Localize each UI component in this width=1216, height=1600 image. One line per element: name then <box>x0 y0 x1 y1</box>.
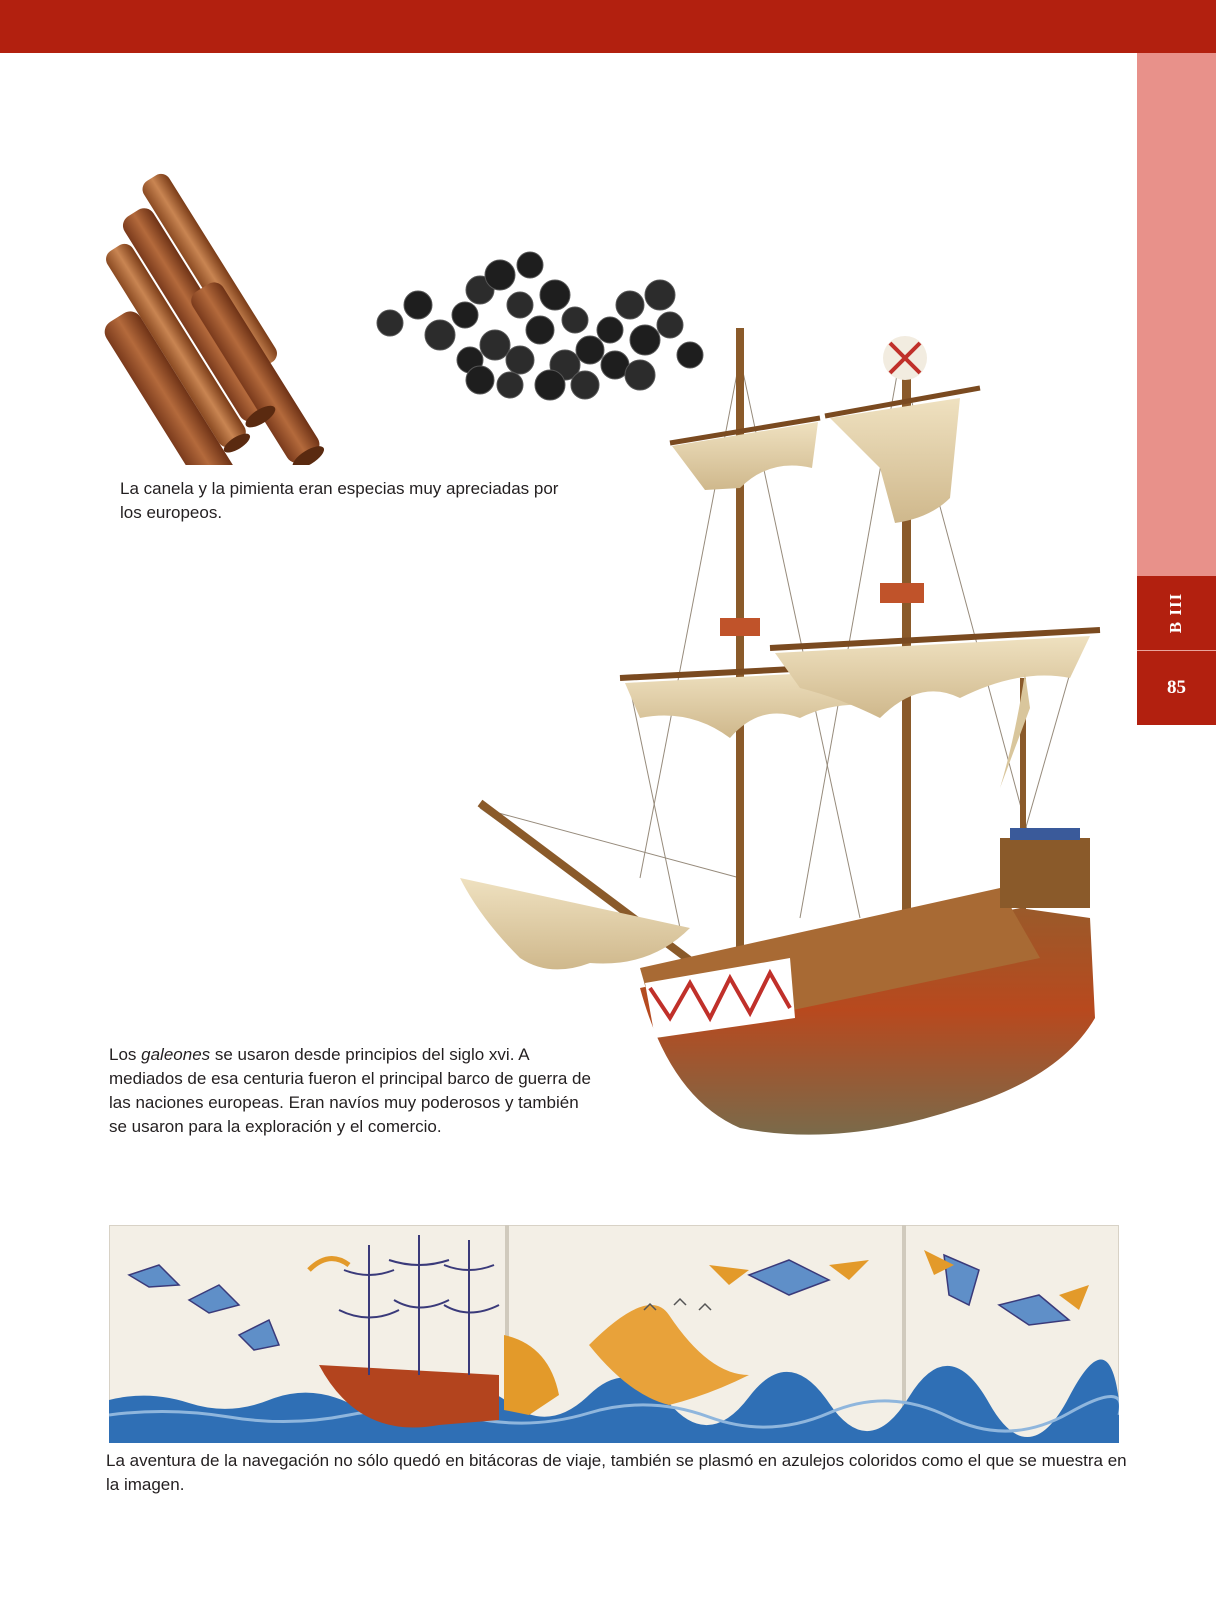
page-number: 85 <box>1167 676 1186 698</box>
galleon-caption-post: se usaron desde principios del siglo xvi. A mediados de esa centuria fueron el principal barco de guerra de las naciones europeas. Eran navíos muy poderosos y también se usaron para la exploración y el comercio. <box>109 1045 591 1136</box>
galleon-caption-pre: Los <box>109 1045 142 1064</box>
galleon-caption <box>109 1043 599 1139</box>
block-label-text: B III <box>1166 592 1186 634</box>
peppercorn <box>485 260 515 290</box>
block-label <box>1137 576 1216 650</box>
cinnamon-image <box>85 135 375 465</box>
peppercorn <box>404 291 432 319</box>
peppercorn <box>507 292 533 318</box>
top-color-bar <box>0 0 1216 53</box>
peppercorn <box>540 280 570 310</box>
peppercorn <box>616 291 644 319</box>
peppercorn <box>377 310 403 336</box>
peppercorn <box>645 280 675 310</box>
tiles-image <box>109 1225 1119 1443</box>
peppercorn <box>517 252 543 278</box>
galleon-term: galeones <box>141 1045 211 1064</box>
spices-caption: La canela y la pimienta eran especias muy apreciadas por los europeos. <box>120 479 559 522</box>
tiles-caption: La aventura de la navegación no sólo quedó en bitácoras de viaje, también se plasmó en azulejos coloridos como el que se muestra en la imagen. <box>106 1451 1127 1494</box>
side-tab-light <box>1137 53 1216 576</box>
